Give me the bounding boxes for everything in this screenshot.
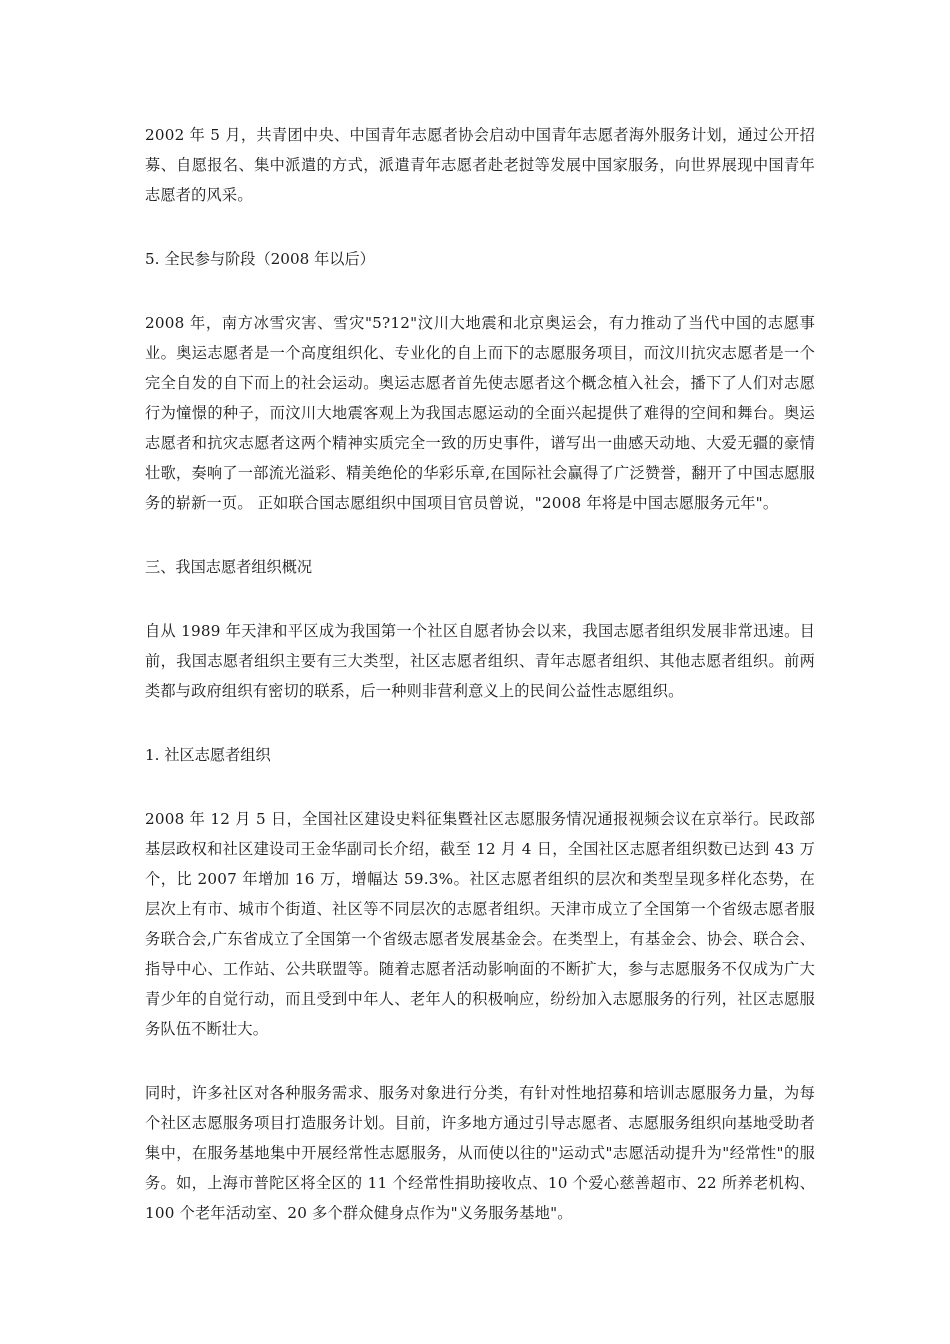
paragraph-2008-events: 2008 年，南方冰雪灾害、雪灾"5?12"汶川大地震和北京奥运会，有力推动了当代中国的志愿事业。奥运志愿者是一个高度组织化、专业化的自上而下的志愿服务项目，而汶川抗灾志愿者是一个完全自发的自下而上的社会运动。奥运志愿者首先使志愿者这个概念植入社会，播下了人们对志愿行为憧憬的种子，而汶川大地震客观上为我国志愿运动的全面兴起提供了难得的空间和舞台。奥运志愿者和抗灾志愿者这两个精神实质完全一致的历史事件，谱写出一曲感天动地、大爱无疆的豪情壮歌，奏响了一部流光溢彩、精美绝伦的华彩乐章,在国际社会赢得了广泛赞誉，翻开了中国志愿服务的崭新一页。 正如联合国志愿组织中国项目官员曾说，"2008 年将是中国志愿服务元年"。 [145,314,815,512]
section-heading-stage-5: 5. 全民参与阶段（2008 年以后） [145,250,375,268]
section-heading-community-organizations: 1. 社区志愿者组织 [145,746,271,764]
paragraph-service-bases: 同时，许多社区对各种服务需求、服务对象进行分类，有针对性地招募和培训志愿服务力量，为每个社区志愿服务项目打造服务计划。目前，许多地方通过引导志愿者、志愿服务组织向基地受助者集中，在服务基地集中开展经常性志愿服务，从而使以往的"运动式"志愿活动提升为"经常性"的服务。如，上海市普陀区将全区的 11 个经常性捐助接收点、10 个爱心慈善超市、22 所养老机构、100 个老年活动室、20 多个群众健身点作为"义务服务基地"。 [145,1084,815,1222]
paragraph-community-statistics: 2008 年 12 月 5 日，全国社区建设史料征集暨社区志愿服务情况通报视频会议在京举行。民政部基层政权和社区建设司王金华副司长介绍，截至 12 月 4 日，全国社区志愿者组织数已达到 43 万个，比 2007 年增加 16 万，增幅达 59.3%。社区志愿者组织的层次和类型呈现多样化态势，在层次上有市、城市个街道、社区等不同层次的志愿者组织。天津市成立了全国第一个省级志愿者服务联合会,广东省成立了全国第一个省级志愿者发展基金会。在类型上，有基金会、协会、联合会、指导中心、工作站、公共联盟等。随着志愿者活动影响面的不断扩大，参与志愿服务不仅成为广大青少年的自觉行动，而且受到中年人、老年人的积极响应，纷纷加入志愿服务的行列，社区志愿服务队伍不断壮大。 [145,810,815,1038]
paragraph-overseas-service: 2002 年 5 月，共青团中央、中国青年志愿者协会启动中国青年志愿者海外服务计划，通过公开招募、自愿报名、集中派遣的方式，派遣青年志愿者赴老挝等发展中国家服务，向世界展现中国青年志愿者的风采。 [145,126,815,204]
document-page [145,120,815,1262]
paragraph-organization-types: 自从 1989 年天津和平区成为我国第一个社区自愿者协会以来，我国志愿者组织发展非常迅速。目前，我国志愿者组织主要有三大类型，社区志愿者组织、青年志愿者组织、其他志愿者组织。前两类都与政府组织有密切的联系，后一种则非营利意义上的民间公益性志愿组织。 [145,622,815,700]
section-heading-organizations-overview: 三、我国志愿者组织概况 [145,558,313,576]
